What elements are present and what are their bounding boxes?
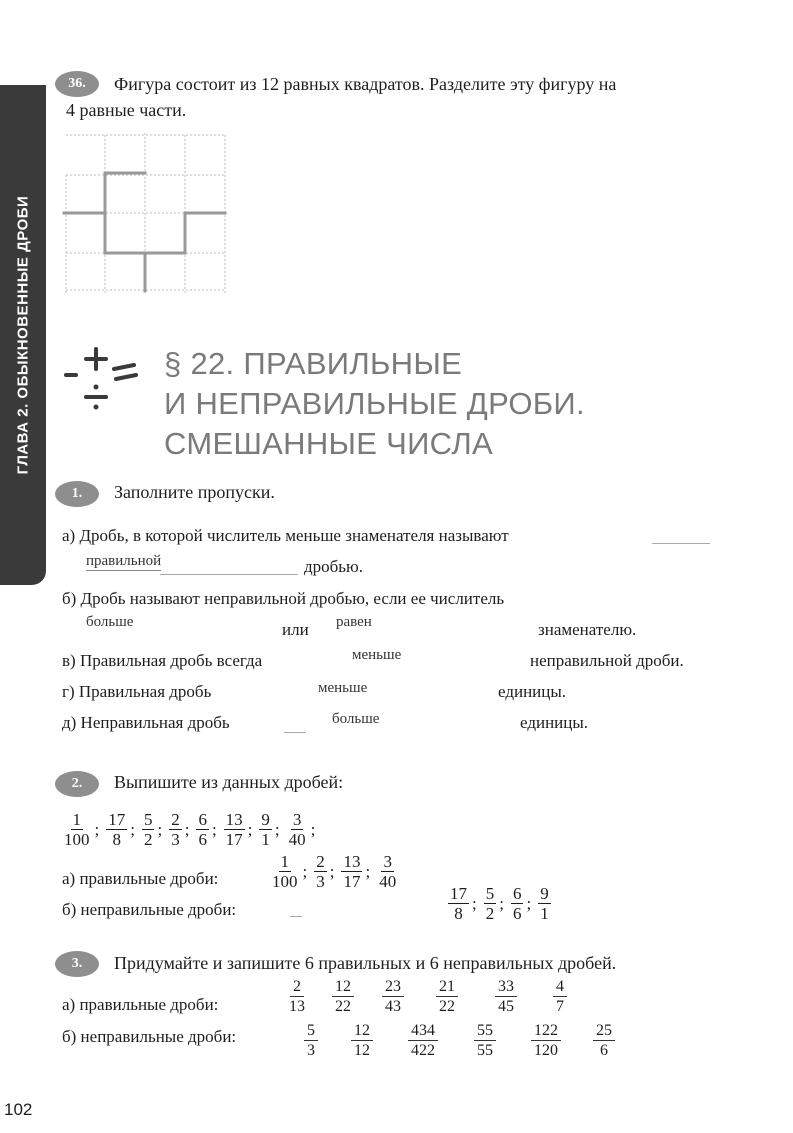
fraction: $\frac{4}{7}$: [540, 977, 580, 1016]
separator: ;: [499, 893, 504, 913]
fraction: $\frac{17}{8}$: [108, 810, 126, 849]
fraction: $\frac{33}{45}$: [476, 977, 536, 1016]
chapter-label: ГЛАВА 2. ОБЫКНОВЕННЫЕ ДРОБИ: [14, 195, 32, 475]
task-3-badge: 3.: [55, 951, 99, 977]
task-2b-answer: [446, 884, 553, 923]
separator: ;: [310, 819, 316, 839]
task-1d-answer: больше: [332, 711, 380, 727]
fraction: $\frac{21}{22}$: [422, 977, 472, 1016]
section-title-line1: § 22. ПРАВИЛЬНЫЕ: [164, 346, 463, 381]
fraction: $\frac{5}{2}$: [485, 884, 495, 923]
fraction: $\frac{23}{43}$: [368, 977, 418, 1016]
task-1d-suffix: единицы.: [520, 713, 589, 732]
fraction: $\frac{9}{1}$: [261, 810, 270, 849]
section-title-line2: И НЕПРАВИЛЬНЫЕ ДРОБИ.: [164, 386, 585, 421]
task-2-fraction-list: [60, 810, 316, 849]
separator: ;: [184, 819, 190, 839]
task-3-prompt: Придумайте и запишите 6 правильных и 6 неправильных дробей.: [114, 953, 617, 973]
section-title-line3: СМЕШАННЫЕ ЧИСЛА: [164, 426, 493, 461]
fraction: $\frac{6}{6}$: [512, 884, 522, 923]
fraction: $\frac{2}{3}$: [316, 852, 325, 891]
fraction: $\frac{2}{3}$: [171, 810, 180, 849]
separator: ;: [274, 819, 280, 839]
task-1-badge: 1.: [55, 481, 99, 507]
task-1d-blank: [284, 732, 306, 733]
task-2-badge: 2.: [55, 771, 99, 797]
task-1v-suffix: неправильной дроби.: [530, 651, 684, 670]
fraction: $\frac{2}{13}$: [289, 978, 305, 1015]
fraction: $\frac{6}{6}$: [198, 810, 207, 849]
task-2a-answer: [268, 852, 400, 891]
task-1b-answer2: равен: [336, 614, 372, 630]
fraction: $\frac{434}{422}$: [390, 1021, 456, 1060]
separator: ;: [157, 819, 163, 839]
fraction: $\frac{13}{17}$: [225, 810, 243, 849]
task-2b-blank: [290, 916, 302, 917]
task-2-prompt: Выпишите из данных дробей:: [114, 772, 344, 792]
fraction: $\frac{122}{120}$: [514, 1021, 578, 1060]
task-1b-answer1: больше: [86, 614, 134, 630]
fraction: $\frac{1}{100}$: [272, 852, 298, 891]
task-3a-label: а) правильные дроби:: [62, 995, 219, 1014]
separator: ;: [94, 819, 100, 839]
separator: ;: [211, 819, 217, 839]
fraction: $\frac{25}{6}$: [582, 1021, 626, 1060]
task-3b-answer: [288, 1021, 626, 1060]
separator: ;: [329, 861, 335, 881]
task-2a-label: а) правильные дроби:: [62, 869, 219, 888]
task-1a-blank: [652, 543, 710, 544]
separator: ;: [302, 861, 308, 881]
task-36-text-line2: 4 равные части.: [66, 100, 187, 120]
fraction: $\frac{13}{17}$: [343, 852, 361, 891]
squares-figure: [60, 125, 230, 295]
task-1g-text: г) Правильная дробь: [62, 682, 212, 701]
fraction: $\frac{3}{40}$: [379, 852, 397, 891]
separator: ;: [472, 893, 477, 913]
separator: ;: [526, 893, 532, 913]
task-36-badge: 36.: [55, 71, 99, 97]
task-1a-text: а) Дробь, в которой числитель меньше знаменателя называют: [62, 526, 509, 545]
fraction: $\frac{3}{40}$: [288, 810, 306, 849]
task-1a-answer-line: [160, 574, 298, 575]
fraction: $\frac{5}{3}$: [288, 1021, 334, 1060]
separator: ;: [130, 819, 135, 839]
task-1v-text: в) Правильная дробь всегда: [62, 651, 263, 670]
task-1b-suffix: знаменателю.: [538, 620, 637, 639]
separator: ;: [247, 819, 253, 839]
fraction: $\frac{17}{8}$: [450, 884, 467, 923]
task-1g-answer: меньше: [318, 680, 368, 696]
fraction: $\frac{12}{22}$: [322, 977, 364, 1016]
task-1a-suffix: дробью.: [304, 557, 364, 576]
task-1d-text: д) Неправильная дробь: [62, 713, 230, 732]
task-1a-answer: правильной: [86, 553, 162, 569]
fraction: $\frac{12}{12}$: [338, 1021, 386, 1060]
task-36-text-line1: Фигура состоит из 12 равных квадратов. Разделите эту фигуру на: [114, 74, 617, 94]
separator: ;: [365, 861, 371, 881]
fraction: $\frac{1}{100}$: [64, 810, 90, 849]
page-number: 102: [4, 1100, 33, 1119]
task-3b-label: б) неправильные дроби:: [62, 1027, 237, 1046]
task-1b-middle: или: [282, 620, 309, 639]
math-signs-icon: [62, 345, 142, 425]
fraction: $\frac{55}{55}$: [460, 1021, 510, 1060]
task-1g-suffix: единицы.: [498, 682, 567, 701]
task-2b-label: б) неправильные дроби:: [62, 900, 237, 919]
task-1b-text: б) Дробь называют неправильной дробью, если ее числитель: [62, 589, 505, 608]
task-1-prompt: Заполните пропуски.: [114, 482, 275, 502]
task-1v-answer: меньше: [352, 647, 402, 663]
fraction: $\frac{9}{1}$: [540, 884, 549, 923]
fraction: $\frac{5}{2}$: [143, 810, 153, 849]
task-3a-answer: [276, 977, 580, 1016]
